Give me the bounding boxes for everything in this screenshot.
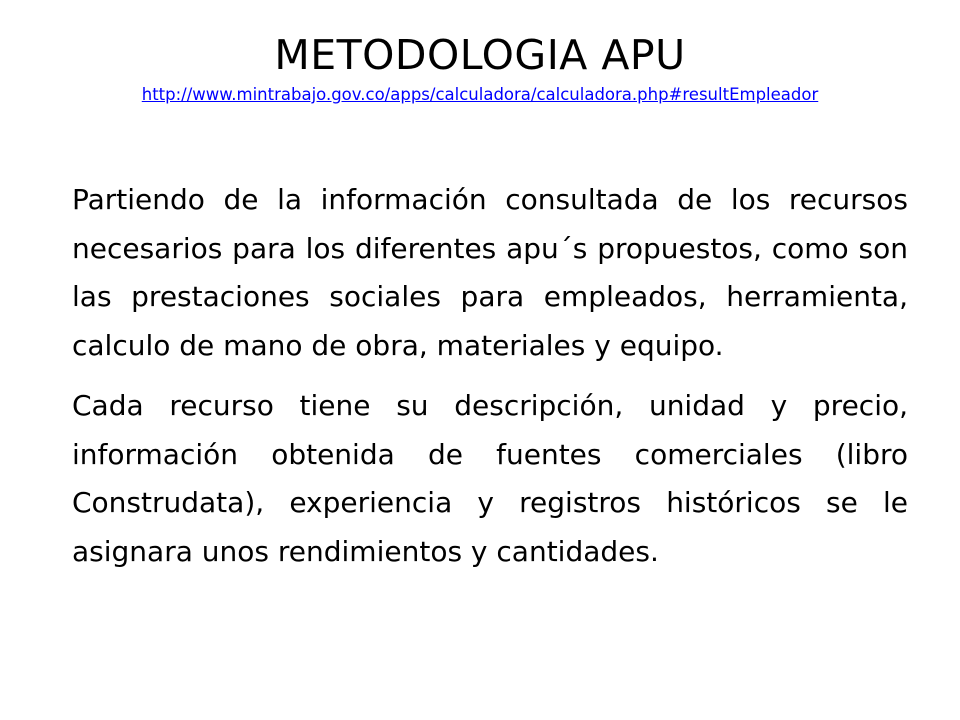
paragraph-1: Partiendo de la información consultada de los recursos necesarios para los diferentes apu´s propuestos, como son las prestaciones sociales para empleados, herramienta, calculo de mano de obra, materiales y equipo. <box>72 183 908 362</box>
source-link[interactable]: http://www.mintrabajo.gov.co/apps/calculadora/calculadora.php#resultEmpleador <box>141 85 819 104</box>
paragraph-2: Cada recurso tiene su descripción, unidad y precio, información obtenida de fuentes comerciales (libro Construdata), experiencia y registros históricos se le asignara unos rendimientos y cantidades. <box>72 389 908 568</box>
title-block <box>72 30 888 106</box>
body-content <box>72 176 908 576</box>
slide-title: METODOLOGIA APU <box>274 31 686 79</box>
